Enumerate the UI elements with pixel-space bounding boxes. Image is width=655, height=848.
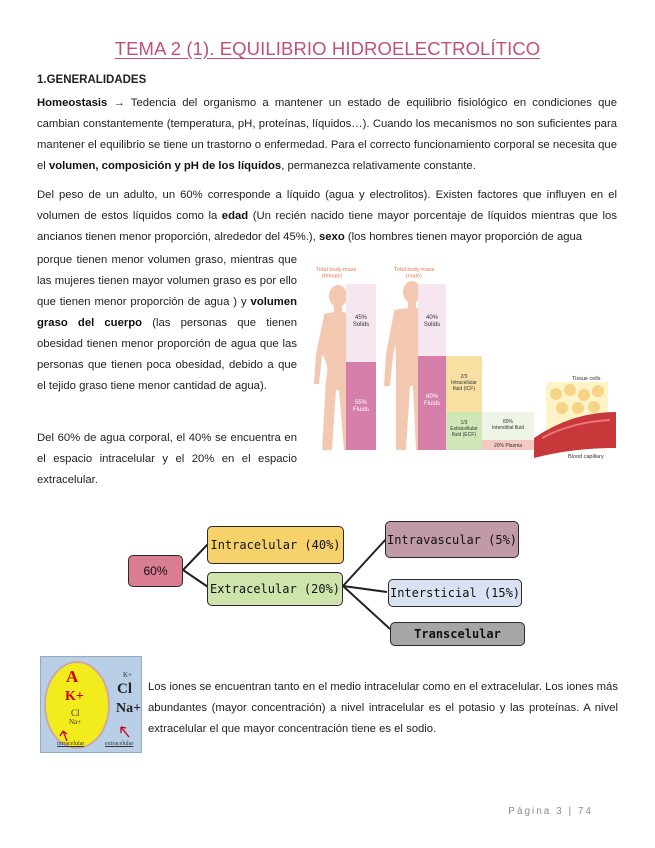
cell-k-text: K+ (65, 689, 84, 704)
male-label-l2: (male) (406, 273, 422, 280)
female-fluids-l2: Fluids (352, 407, 370, 413)
section-heading: 1.GENERALIDADES (37, 74, 147, 86)
cell-a-text: A (66, 667, 79, 686)
icf-l1: 2/3 (460, 374, 468, 380)
female-label (316, 267, 357, 280)
ecf-l1: 1/3 (460, 420, 468, 426)
out-k-text: K+ (123, 671, 133, 679)
body-mass-figure (310, 262, 618, 462)
page-footer: Página 3 | 74 (508, 806, 593, 817)
blood-capillary-label: Blood capillary (568, 454, 604, 460)
diagram-intracelular-box: Intracelular (40%) (207, 526, 344, 564)
diagram-extracelular-box: Extracelular (20%) (207, 572, 343, 606)
female-label-l2: (female) (322, 273, 343, 280)
male-fluids-l1: 60% (425, 394, 439, 400)
peso-text-2: (Un recién nacido tiene mayor porcentaje de líquidos mientras que los ancianos tienen menor proporción, alrededor del 45%.), (37, 210, 617, 243)
peso-bold-edad: edad (221, 210, 249, 222)
cell-cl-text: Cl (71, 708, 80, 718)
diagram-transcelular-box: Transcelular (390, 622, 525, 646)
arrow-glyph: → (107, 97, 131, 109)
male-solids-text (424, 315, 440, 328)
ion-illustration (40, 656, 142, 753)
female-solids-text (353, 315, 369, 328)
left-bold: volumen graso del cuerpo (37, 296, 297, 329)
icf-l2: Intracellular (451, 380, 477, 386)
page-title: TEMA 2 (1). EQUILIBRIO HIDROELECTROLÍTICO (114, 38, 541, 59)
cell-na-text: Na+ (69, 718, 82, 726)
out-na-text: Na+ (116, 701, 142, 716)
homeostasis-paragraph (37, 93, 617, 177)
homeostasis-text-2: , permanezca relativamente constante. (281, 160, 476, 172)
male-label-l1: Total body mass (394, 267, 435, 273)
label-extracelular: extracelular (105, 741, 134, 747)
male-solids-l2: Solids (423, 322, 441, 328)
diagram-intersticial-box: Intersticial (15%) (388, 579, 522, 607)
left-column-paragraph (37, 250, 297, 397)
ions-paragraph: Los iones se encuentran tanto en el medio intracelular como en el extracelular. Los iones más abundantes (mayor concentración) a nivel intracelular es el potasio y las proteínas. A nivel extracelular el que mayor concentración tiene es el sodio. (148, 681, 618, 735)
male-label (394, 267, 435, 280)
female-solids-l1: 45% (354, 315, 368, 321)
female-fluids-l1: 55% (354, 400, 368, 406)
icf-l3: fluid (ICF) (453, 386, 475, 392)
ecf-l3: fluid (ECF) (452, 432, 476, 438)
male-fluids-l2: Fluids (423, 401, 441, 407)
percent-paragraph: Del 60% de agua corporal, el 40% se encuentra en el espacio intracelular y el 20% en el espacio extracelular. (37, 432, 297, 486)
homeostasis-term: Homeostasis (37, 97, 108, 109)
homeostasis-text-1: Tedencia del organismo a mantener un estado de equilibrio fisiológico en condiciones que cambian constantemente (temperatura, pH, proteínas, líquidos…). Cuando los mecanismos no son suficientes para mantener el equilibrio se tiene un trastorno o enfermedad. Para el correcto funcionamiento corporal se necesita que el (37, 97, 617, 172)
out-cl-text: Cl (117, 681, 132, 697)
ecf-l2: Extracellular (450, 426, 478, 432)
diagram-root-box: 60% (128, 555, 183, 587)
interstitial-l2: Interstitial fluid (492, 425, 524, 431)
label-intracelular: intracelular (57, 741, 85, 747)
male-solids-l1: 40% (425, 315, 439, 321)
peso-paragraph (37, 185, 617, 248)
plasma-text: 20% Plasma (493, 443, 523, 449)
female-fluids-text (353, 400, 369, 413)
left-text-2: (las personas que tienen obesidad tienen menor proporción de agua que las personas que tienen poca obesidad, debido a que el tejido graso tiene menor cantidad de agua). (37, 317, 297, 392)
male-fluids-text (424, 394, 440, 407)
left-text-1: porque tienen menor volumen graso, mientras que las mujeres tienen mayor volumen graso es por ello que tienen menor proporción de agua ) y (37, 254, 297, 308)
peso-text-3: (los hombres tienen mayor proporción de agua (344, 231, 583, 243)
diagram-intravascular-box: Intravascular (5%) (385, 521, 519, 558)
female-label-l1: Total body mass (316, 267, 357, 273)
interstitial-l1: 80% (502, 419, 514, 425)
homeostasis-bold: volumen, composición y pH de los líquidos (48, 160, 282, 172)
female-solids-l2: Solids (352, 322, 370, 328)
peso-bold-sexo: sexo (318, 231, 345, 243)
ion-arrows (41, 657, 141, 752)
peso-text-1: Del peso de un adulto, un 60% corresponde a líquido (agua y electrolitos). Existen factores que influyen en el volumen de estos líquidos como la (37, 189, 617, 222)
tissue-cells-label: Tissue cells (572, 376, 601, 382)
female-fluids-bar (346, 362, 376, 450)
